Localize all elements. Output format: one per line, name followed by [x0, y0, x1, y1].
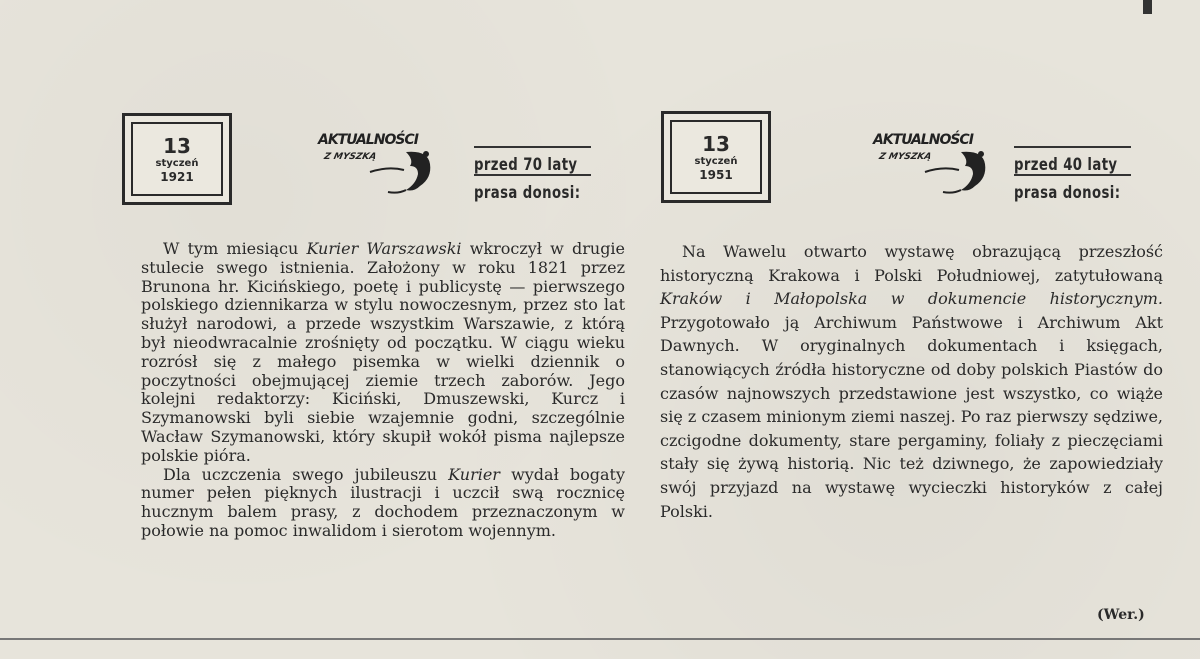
date-year: 1921 [160, 169, 194, 184]
date-day: 13 [702, 131, 730, 156]
logo-title: AKTUALNOŚCI [873, 132, 973, 148]
text-run: Dla uczczenia swego jubileuszu [163, 464, 449, 484]
heading-right [1014, 146, 1164, 202]
exhibition-title: Kraków i Małopolska w dokumencie historycznym. [660, 289, 1163, 309]
logo-subtitle: Z MYSZKĄ [322, 152, 378, 162]
heading-years: przed 70 laty [474, 146, 591, 174]
text-run: Przygotowało ją Archiwum Państwowe i Archiwum Akt Dawnych. W oryginalnych dokumentach i księgach, stanowiących źródła historyczne od doby polskich Piastów do czasów najnowszych przedstawione jest wszystko, co wiąże się z czasem minionym ziemi naszej. Po raz pierwszy sędziwe, czcigodne dokumenty, stare pergaminy, foliały z pieczęciami stały się żywą historią. Nic też dziwnego, że zapowiedziały swój przyjazd na wystawę wycieczki historyków z całej Polski. [660, 312, 1163, 521]
article-paragraph [141, 466, 625, 541]
corner-mark [1143, 0, 1152, 14]
text-run: wkroczył w drugie stulecie swego istnienia. Założony w roku 1821 przez Brunona hr. Kicińskiego, poetę i publicystę — pierwszego polskiego dziennikarza w stylu nowoczesnym, przez sto lat służył narodowi, a przede wszystkim Warszawie, z którą był nieodwracalnie zrośnięty od początku. W ciągu wieku rozrósł się z małego pisemka w wielki dziennik o poczytności obejmującej ziemie trzech zaborów. Jego kolejni redaktorzy: Kiciński, Dmuszewski, Kurcz i Szymanowski byli siebie wzajemnie godni, szczególnie Wacław Szymanowski, który skupił wokół pisma najlepsze polskie pióra. [141, 239, 626, 465]
logo-aktualnosci-z-myszka [873, 124, 993, 196]
text-run: wydał bogaty numer pełen pięknych ilustracji i uczcił swą rocznicę hucznym balem prasy, z dochodem przeznaczonym w połowie na pomoc inwalidom i sierotom wojennym. [141, 464, 625, 540]
article-right [660, 240, 1163, 523]
date-box-left [122, 113, 232, 205]
newspaper-title: Kurier [448, 464, 500, 484]
author-signature: (Wer.) [1097, 607, 1145, 623]
text-run: Na Wawelu otwarto wystawę obrazującą przeszłość historyczną Krakowa i Polski Południowej, zatytułowaną [660, 242, 1163, 285]
mouse-icon [923, 144, 991, 196]
newspaper-title: Kurier Warszawski [306, 239, 462, 258]
logo-title: AKTUALNOŚCI [318, 132, 418, 148]
date-day: 13 [163, 133, 191, 158]
article-paragraph [141, 240, 625, 466]
heading-years: przed 40 laty [1014, 146, 1131, 174]
article-paragraph [660, 240, 1163, 523]
logo-subtitle: Z MYSZKĄ [877, 152, 933, 162]
heading-press: prasa donosi: [1014, 174, 1131, 202]
text-run: W tym miesiącu [163, 239, 307, 258]
heading-press: prasa donosi: [474, 174, 591, 202]
bottom-rule [0, 638, 1200, 640]
date-box-right [661, 111, 771, 203]
logo-aktualnosci-z-myszka [318, 124, 438, 196]
mouse-icon [368, 144, 436, 196]
date-year: 1951 [699, 167, 733, 182]
date-month: styczeń [155, 157, 199, 169]
heading-left [474, 146, 624, 202]
date-month: styczeń [694, 155, 738, 167]
article-left [141, 240, 625, 541]
